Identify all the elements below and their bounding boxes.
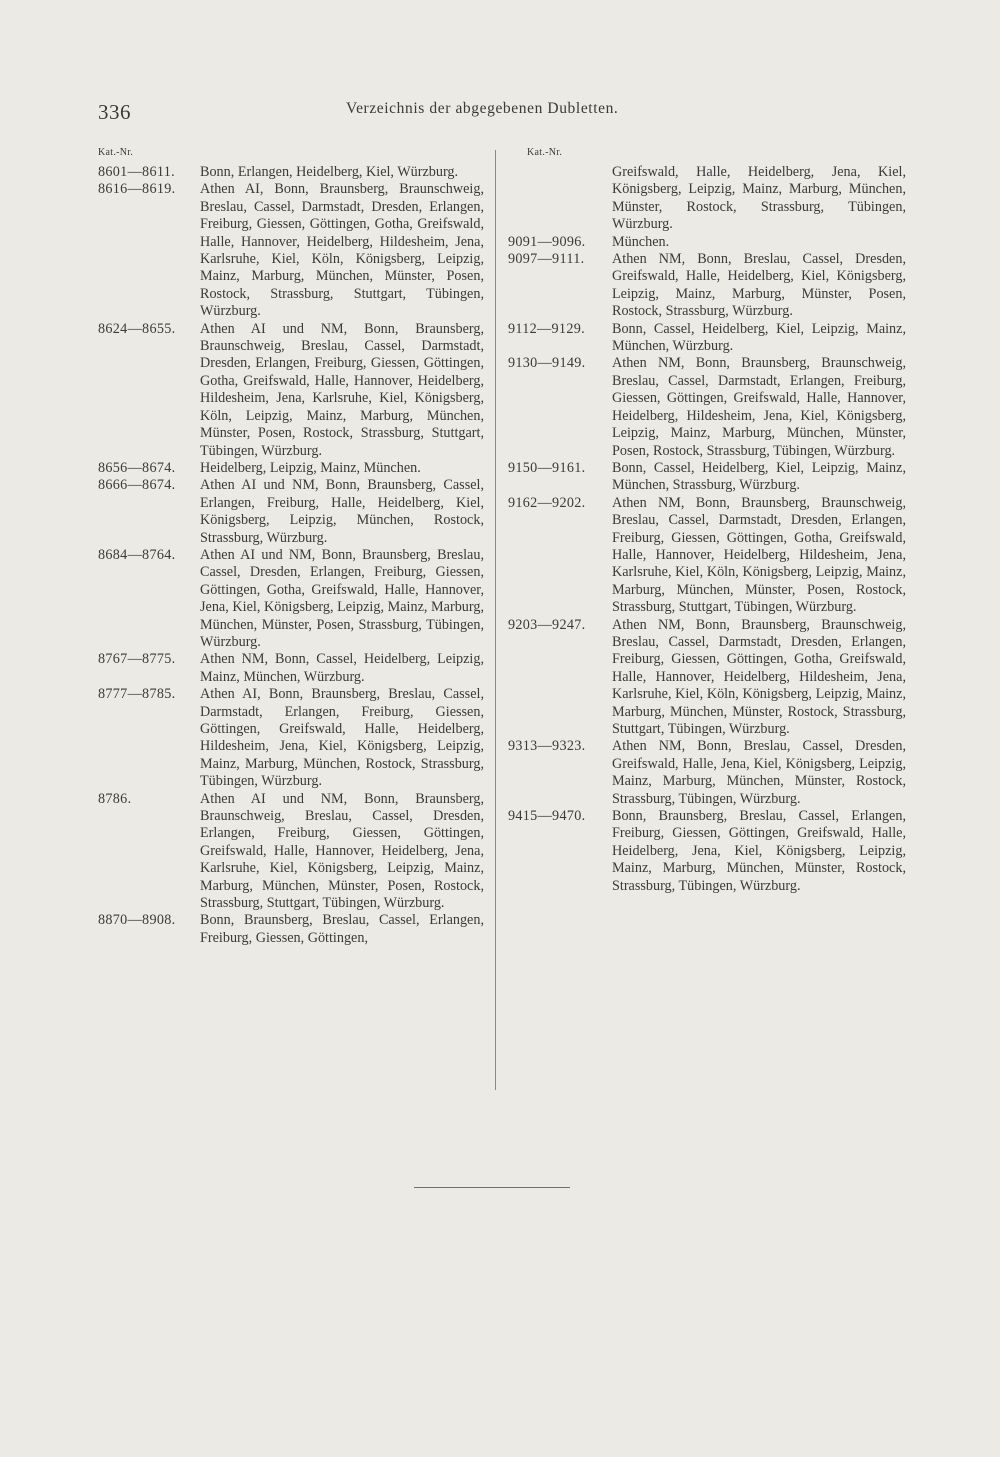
- recipient-list: Bonn, Cassel, Heidelberg, Kiel, Leipzig, Mainz, München, Würzburg.: [612, 320, 906, 355]
- catalog-entry: [98, 164, 484, 181]
- catalog-number: 8684—8764.: [98, 546, 176, 563]
- recipient-list: Bonn, Cassel, Heidelberg, Kiel, Leipzig, Mainz, München, Strassburg, Würzburg.: [612, 459, 906, 494]
- recipient-list: Athen NM, Bonn, Cassel, Heidelberg, Leipzig, Mainz, München, Würzburg.: [200, 651, 484, 685]
- catalog-number: 9112—9129.: [508, 320, 585, 337]
- recipient-list: Athen NM, Bonn, Braunsberg, Braunschweig, Breslau, Cassel, Darmstadt, Erlangen, Freiburg, Giessen, Göttingen, Greifswald, Halle, Hannover, Heidelberg, Hildesheim, Jena, Kiel, Königsberg, Leipzig, Mainz, Marburg, München, Münster, Posen, Rostock, Strassburg, Tübingen, Würzburg.: [612, 355, 906, 459]
- catalog-number: 8870—8908.: [98, 912, 176, 929]
- catalog-entry: [508, 251, 906, 321]
- catalog-entry: [98, 547, 484, 651]
- recipient-list: Bonn, Braunsberg, Breslau, Cassel, Erlangen, Freiburg, Giessen, Göttingen, Greifswald, Halle, Heidelberg, Jena, Kiel, Königsberg, Leipzig, Mainz, Marburg, München, Münster, Rostock, Strassburg, Tübingen, Würzburg.: [612, 808, 906, 894]
- closing-rule: [414, 1187, 570, 1188]
- catalog-entry: [98, 181, 484, 320]
- catalog-number: 9130—9149.: [508, 355, 586, 372]
- recipient-list: Athen NM, Bonn, Breslau, Cassel, Dresden, Greifswald, Halle, Heidelberg, Kiel, Königsberg, Leipzig, Mainz, Marburg, Münster, Posen, Rostock, Strassburg, Würzburg.: [612, 251, 906, 320]
- recipient-list: München.: [612, 233, 670, 250]
- catalog-number: 8601—8611.: [98, 164, 175, 180]
- running-title: Verzeichnis der abgegebenen Dubletten.: [346, 100, 619, 117]
- catalog-entry: [508, 460, 906, 495]
- catalog-number: 8767—8775.: [98, 651, 176, 668]
- left-entry-list: [98, 164, 484, 947]
- catalog-entry: [508, 355, 906, 459]
- recipient-list: Heidelberg, Leipzig, Mainz, München.: [200, 459, 421, 476]
- recipient-list: Athen AI und NM, Bonn, Braunsberg, Braunschweig, Breslau, Cassel, Dresden, Erlangen, Freiburg, Giessen, Göttingen, Greifswald, Halle, Hannover, Heidelberg, Jena, Karlsruhe, Kiel, Königsberg, Leipzig, Mainz, Marburg, München, Münster, Posen, Rostock, Strassburg, Stuttgart, Tübingen, Würzburg.: [200, 790, 484, 912]
- recipient-list: Greifswald, Halle, Heidelberg, Jena, Kiel, Königsberg, Leipzig, Mainz, Marburg, München, Münster, Rostock, Strassburg, Tübingen, Würzburg.: [612, 164, 906, 233]
- catalog-number: 8616—8619.: [98, 181, 176, 198]
- recipient-list: Athen NM, Bonn, Braunsberg, Braunschweig, Breslau, Cassel, Darmstadt, Dresden, Erlangen, Freiburg, Giessen, Göttingen, Gotha, Greifswald, Halle, Hannover, Heidelberg, Hildesheim, Jena, Karlsruhe, Kiel, Köln, Königsberg, Leipzig, Mainz, Marburg, München, Münster, Posen, Rostock, Strassburg, Stuttgart, Tübingen, Würzburg.: [612, 494, 906, 616]
- catalog-number: 9091—9096.: [508, 233, 586, 250]
- catalog-number: 8777—8785.: [98, 686, 176, 703]
- catalog-number: 8786.: [98, 790, 132, 807]
- catalog-entry: [98, 460, 484, 477]
- catalog-entry: [508, 321, 906, 356]
- recipient-list: Athen AI, Bonn, Braunsberg, Breslau, Cassel, Darmstadt, Erlangen, Freiburg, Giessen, Göttingen, Greifswald, Halle, Heidelberg, Hildesheim, Jena, Kiel, Königsberg, Leipzig, Mainz, Marburg, München, Rostock, Strassburg, Tübingen, Würzburg.: [200, 686, 484, 790]
- catalog-entry: [98, 686, 484, 790]
- recipient-list: Bonn, Erlangen, Heidelberg, Kiel, Würzburg.: [200, 164, 459, 180]
- catalog-number: 8656—8674.: [98, 459, 176, 476]
- catalog-entry: [508, 164, 906, 234]
- catalog-entry: [508, 495, 906, 617]
- catalog-entry: [508, 738, 906, 808]
- catalog-number-heading: Kat.-Nr.: [98, 147, 134, 158]
- column-divider: [495, 150, 496, 1090]
- catalog-number: 8624—8655.: [98, 320, 176, 337]
- left-column: [98, 147, 484, 947]
- catalog-entry: [98, 477, 484, 547]
- catalog-entry: [508, 617, 906, 739]
- catalog-entry: [508, 808, 906, 895]
- recipient-list: Athen AI und NM, Bonn, Braunsberg, Cassel, Erlangen, Freiburg, Halle, Heidelberg, Kiel, Königsberg, Leipzig, München, Rostock, Strassburg, Würzburg.: [200, 477, 484, 546]
- catalog-number: 8666—8674.: [98, 477, 176, 494]
- catalog-entry: [98, 321, 484, 460]
- right-entry-list: [508, 164, 906, 895]
- catalog-number: 9203—9247.: [508, 616, 586, 633]
- recipient-list: Bonn, Braunsberg, Breslau, Cassel, Erlangen, Freiburg, Giessen, Göttingen,: [200, 912, 484, 946]
- catalog-number: 9415—9470.: [508, 808, 586, 825]
- recipient-list: Athen AI und NM, Bonn, Braunsberg, Braunschweig, Breslau, Cassel, Darmstadt, Dresden, Erlangen, Freiburg, Giessen, Göttingen, Gotha, Greifswald, Halle, Hannover, Heidelberg, Hildesheim, Jena, Karlsruhe, Kiel, Königsberg, Köln, Leipzig, Mainz, Marburg, München, Münster, Posen, Rostock, Strassburg, Stuttgart, Tübingen, Würzburg.: [200, 320, 484, 459]
- catalog-number: 9162—9202.: [508, 494, 586, 511]
- catalog-number: 9150—9161.: [508, 459, 586, 476]
- page-number: 336: [98, 100, 131, 124]
- recipient-list: Athen NM, Bonn, Breslau, Cassel, Dresden, Greifswald, Halle, Jena, Kiel, Königsberg, Leipzig, Mainz, Marburg, München, Münster, Rostock, Strassburg, Tübingen, Würzburg.: [612, 738, 906, 807]
- recipient-list: Athen AI, Bonn, Braunsberg, Braunschweig, Breslau, Cassel, Darmstadt, Dresden, Erlangen, Freiburg, Giessen, Göttingen, Gotha, Greifswald, Halle, Hannover, Heidelberg, Hildesheim, Jena, Karlsruhe, Kiel, Köln, Königsberg, Leipzig, Mainz, Marburg, München, Münster, Posen, Rostock, Strassburg, Stuttgart, Tübingen, Würzburg.: [200, 181, 484, 320]
- catalog-entry: [98, 791, 484, 913]
- catalog-entry: [98, 912, 484, 947]
- recipient-list: Athen AI und NM, Bonn, Braunsberg, Breslau, Cassel, Dresden, Erlangen, Freiburg, Giessen, Göttingen, Gotha, Greifswald, Halle, Hannover, Jena, Kiel, Königsberg, Leipzig, Mainz, Marburg, München, Münster, Posen, Strassburg, Tübingen, Würzburg.: [200, 546, 484, 650]
- right-column: [508, 147, 906, 895]
- recipient-list: Athen NM, Bonn, Braunsberg, Braunschweig, Breslau, Cassel, Darmstadt, Dresden, Erlangen, Freiburg, Giessen, Göttingen, Gotha, Greifswald, Halle, Hannover, Heidelberg, Hildesheim, Jena, Karlsruhe, Kiel, Köln, Königsberg, Leipzig, Mainz, Marburg, München, Münster, Rostock, Strassburg, Stuttgart, Tübingen, Würzburg.: [612, 616, 906, 737]
- catalog-number: 9313—9323.: [508, 738, 586, 755]
- catalog-number: 9097—9111.: [508, 251, 585, 268]
- catalog-entry: [98, 651, 484, 686]
- catalog-number-heading: Kat.-Nr.: [527, 147, 563, 158]
- catalog-entry: [508, 234, 906, 251]
